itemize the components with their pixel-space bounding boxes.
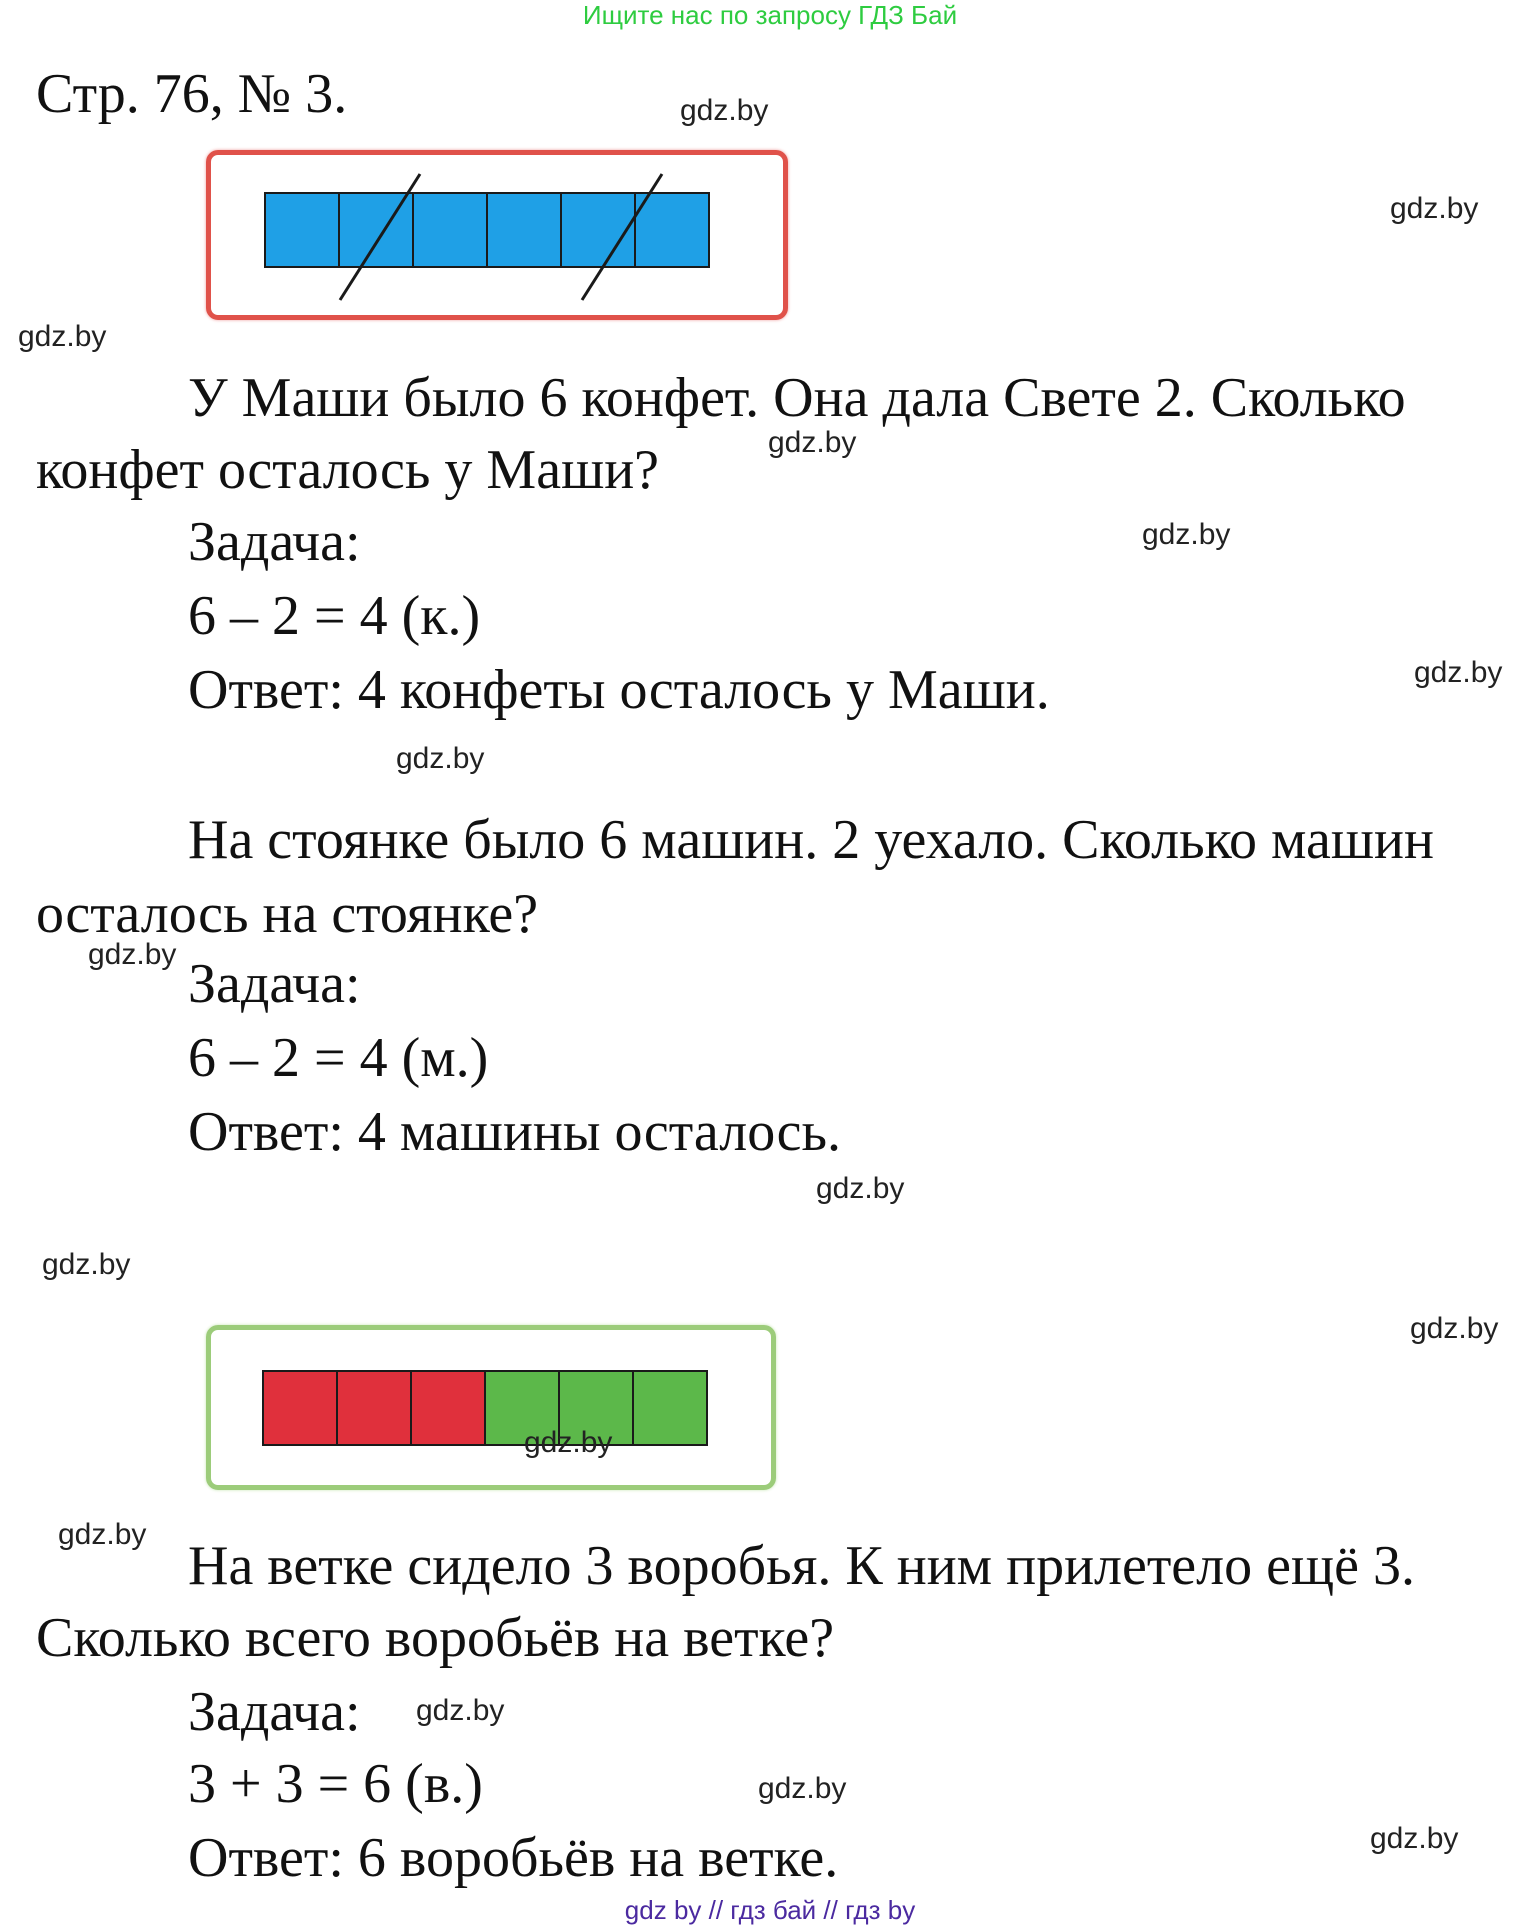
watermark: gdz.by <box>1390 192 1479 225</box>
top-banner: Ищите нас по запросу ГДЗ Бай <box>582 0 958 30</box>
watermark: gdz.by <box>1414 656 1503 689</box>
watermark: gdz.by <box>396 742 485 775</box>
watermark: gdz.by <box>18 320 107 353</box>
problem1-line1: У Маши было 6 конфет. Она дала Свете 2. Сколько <box>188 367 1406 429</box>
strike-lines <box>0 0 1540 400</box>
problem2-task-label: Задача: <box>188 953 361 1015</box>
watermark: gdz.by <box>680 94 769 127</box>
problem2-answer: Ответ: 4 машины осталось. <box>188 1101 841 1163</box>
problem3-equation: 3 + 3 = 6 (в.) <box>188 1753 483 1815</box>
watermark: gdz.by <box>524 1426 613 1459</box>
strike-line <box>340 174 420 300</box>
problem3-line1: На ветке сидело 3 воробья. К ним прилетело ещё 3. <box>188 1535 1415 1597</box>
problem1-line2: конфет осталось у Маши? <box>36 439 660 501</box>
problem3-line2: Сколько всего воробьёв на ветке? <box>36 1607 835 1669</box>
problem3-task-label: Задача: <box>188 1681 361 1743</box>
watermark: gdz.by <box>1410 1312 1499 1345</box>
problem2-equation: 6 – 2 = 4 (м.) <box>188 1027 489 1089</box>
footer-links: gdz by // гдз бай // гдз by <box>624 1895 916 1925</box>
watermark: gdz.by <box>1370 1822 1459 1855</box>
watermark: gdz.by <box>416 1694 505 1727</box>
red-green-squares-bar <box>262 1370 706 1446</box>
green-square <box>632 1370 708 1446</box>
watermark: gdz.by <box>758 1772 847 1805</box>
watermark: gdz.by <box>1142 518 1231 551</box>
strike-line <box>582 174 662 300</box>
problem3-answer: Ответ: 6 воробьёв на ветке. <box>188 1827 839 1889</box>
watermark: gdz.by <box>58 1518 147 1551</box>
problem2-line1: На стоянке было 6 машин. 2 уехало. Сколько машин <box>188 809 1434 871</box>
watermark: gdz.by <box>816 1172 905 1205</box>
watermark: gdz.by <box>42 1248 131 1281</box>
problem1-answer: Ответ: 4 конфеты осталось у Маши. <box>188 659 1050 721</box>
red-square <box>262 1370 338 1446</box>
problem1-equation: 6 – 2 = 4 (к.) <box>188 585 481 647</box>
watermark: gdz.by <box>768 426 857 459</box>
red-square <box>410 1370 486 1446</box>
watermark: gdz.by <box>88 938 177 971</box>
problem1-task-label: Задача: <box>188 511 361 573</box>
problem2-line2: осталось на стоянке? <box>36 883 539 945</box>
page-heading: Стр. 76, № 3. <box>36 63 348 125</box>
red-square <box>336 1370 412 1446</box>
